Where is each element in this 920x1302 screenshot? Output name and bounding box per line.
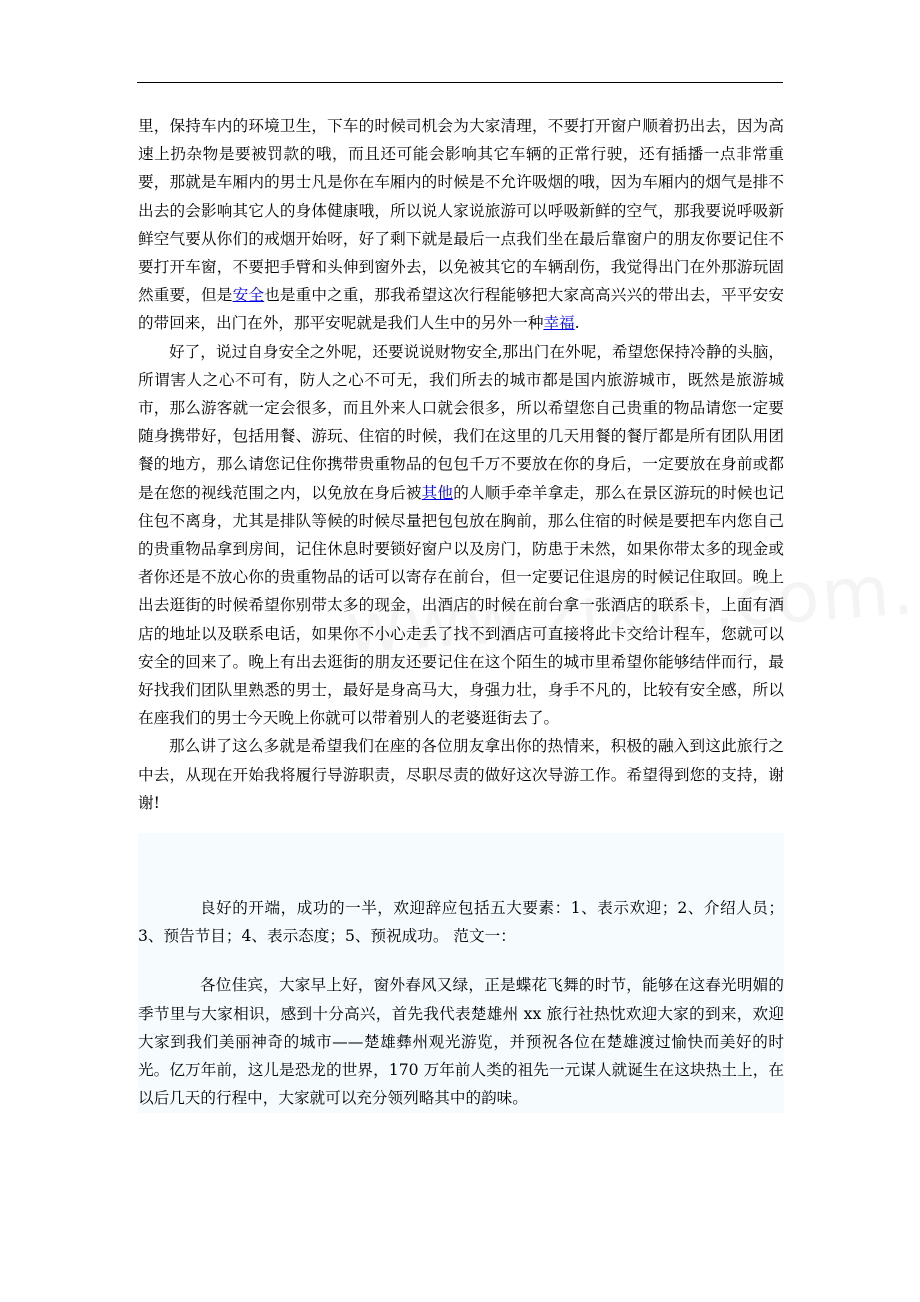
paragraph-1 <box>138 112 784 338</box>
paragraph-2 <box>138 338 784 733</box>
shaded-intro: 良好的开端，成功的一半，欢迎辞应包括五大要素：1、表示欢迎；2、介绍人员；3、预告节目；4、表示态度；5、预祝成功。 范文一： <box>138 899 784 946</box>
document-body <box>138 112 784 865</box>
para2-text-a: 好了，说过自身安全之外呢，还要说说财物安全,那出门在外呢，希望您保持冷静的头脑，所谓害人之心不可有，防人之心不可无，我们所去的城市都是国内旅游城市，既然是旅游城市，那么游客就一定会很多，而且外来人口就会很多，所以希望您自己贵重的物品请您一定要随身携带好，包括用餐、游玩、住宿的时候，我们在这里的几天用餐的餐厅都是所有团队用团餐的地方，那么请您记住你携带贵重物品的包包千万不要放在你的身后，一定要放在身前或都是在您的视线范围之内，以免放在身后被 <box>138 342 784 502</box>
header-rule <box>137 82 783 83</box>
para1-text-c: . <box>574 314 580 333</box>
para1-text-a: 里，保持车内的环境卫生，下车的时候司机会为大家清理，不要打开窗户顺着扔出去，因为高速上扔杂物是要被罚款的哦，而且还可能会影响其它车辆的正常行驶，还有插播一点非常重要，那就是车厢内的男士凡是你在车厢内的时候是不允许吸烟的哦，因为车厢内的烟气是排不出去的会影响其它人的身体健康哦，所以说人家说旅游可以呼吸新鲜的空气，那我要说呼吸新鲜空气要从你们的戒烟开始呀，好了剩下就是最后一点我们坐在最后靠窗户的朋友你要记住不要打开车窗，不要把手臂和头伸到窗外去，以免被其它的车辆刮伤，我觉得出门在外那游玩固然重要，但是 <box>138 117 784 305</box>
para1-text-b: 也是重中之重，那我希望这次行程能够把大家高高兴兴的带出去，平平安安的带回来，出门在外，那平安呢就是我们人生中的另外一种 <box>138 286 784 333</box>
shaded-box-content <box>138 894 784 1112</box>
link-happiness[interactable]: 幸福 <box>543 314 575 333</box>
paragraph-3: 那么讲了这么多就是希望我们在座的各位朋友拿出你的热情来，积极的融入到这此旅行之中去，从现在开始我将履行导游职责，尽职尽责的做好这次导游工作。希望得到您的支持，谢谢! <box>138 737 784 812</box>
link-safety[interactable]: 安全 <box>232 286 265 305</box>
link-others[interactable]: 其他 <box>421 483 454 502</box>
para2-text-b: 的人顺手牵羊拿走，那么在景区游玩的时候也记住包不离身，尤其是排队等候的时候尽量把包包放在胸前，那么住宿的时候是要把车内您自己的贵重物品拿到房间，记住休息时要锁好窗户以及房门，防患于未然，如果你带太多的现金或者你还是不放心你的贵重物品的话可以寄存在前台，但一定要记住退房的时候记住取回。晚上出去逛街的时候希望你别带太多的现金，出酒店的时候在前台拿一张酒店的联系卡，上面有酒店的地址以及联系电话，如果你不小心走丢了找不到酒店可直接将此卡交给计程车，您就可以安全的回来了。晚上有出去逛街的朋友还要记住在这个陌生的城市里希望你能够结伴而行，最好找我们团队里熟悉的男士，最好是身高马大，身强力壮，身手不凡的，比较有安全感，所以在座我们的男士今天晚上你就可以带着别人的老婆逛街去了。 <box>138 483 784 728</box>
shaded-essay: 各位佳宾，大家早上好，窗外春风又绿，正是蝶花飞舞的时节，能够在这春光明媚的季节里与大家相识，感到十分高兴，首先我代表楚雄州 xx 旅行社热忱欢迎大家的到来，欢迎大家到我们美丽神奇的城市——楚雄彝州观光游览，并预祝各位在楚雄渡过愉快而美好的时光。亿万年前，这儿是恐龙的世界，170 万年前人类的祖先一元谋人就诞生在这块热土上，在以后几天的行程中，大家就可以充分领列略其中的韵味。 <box>138 976 784 1108</box>
